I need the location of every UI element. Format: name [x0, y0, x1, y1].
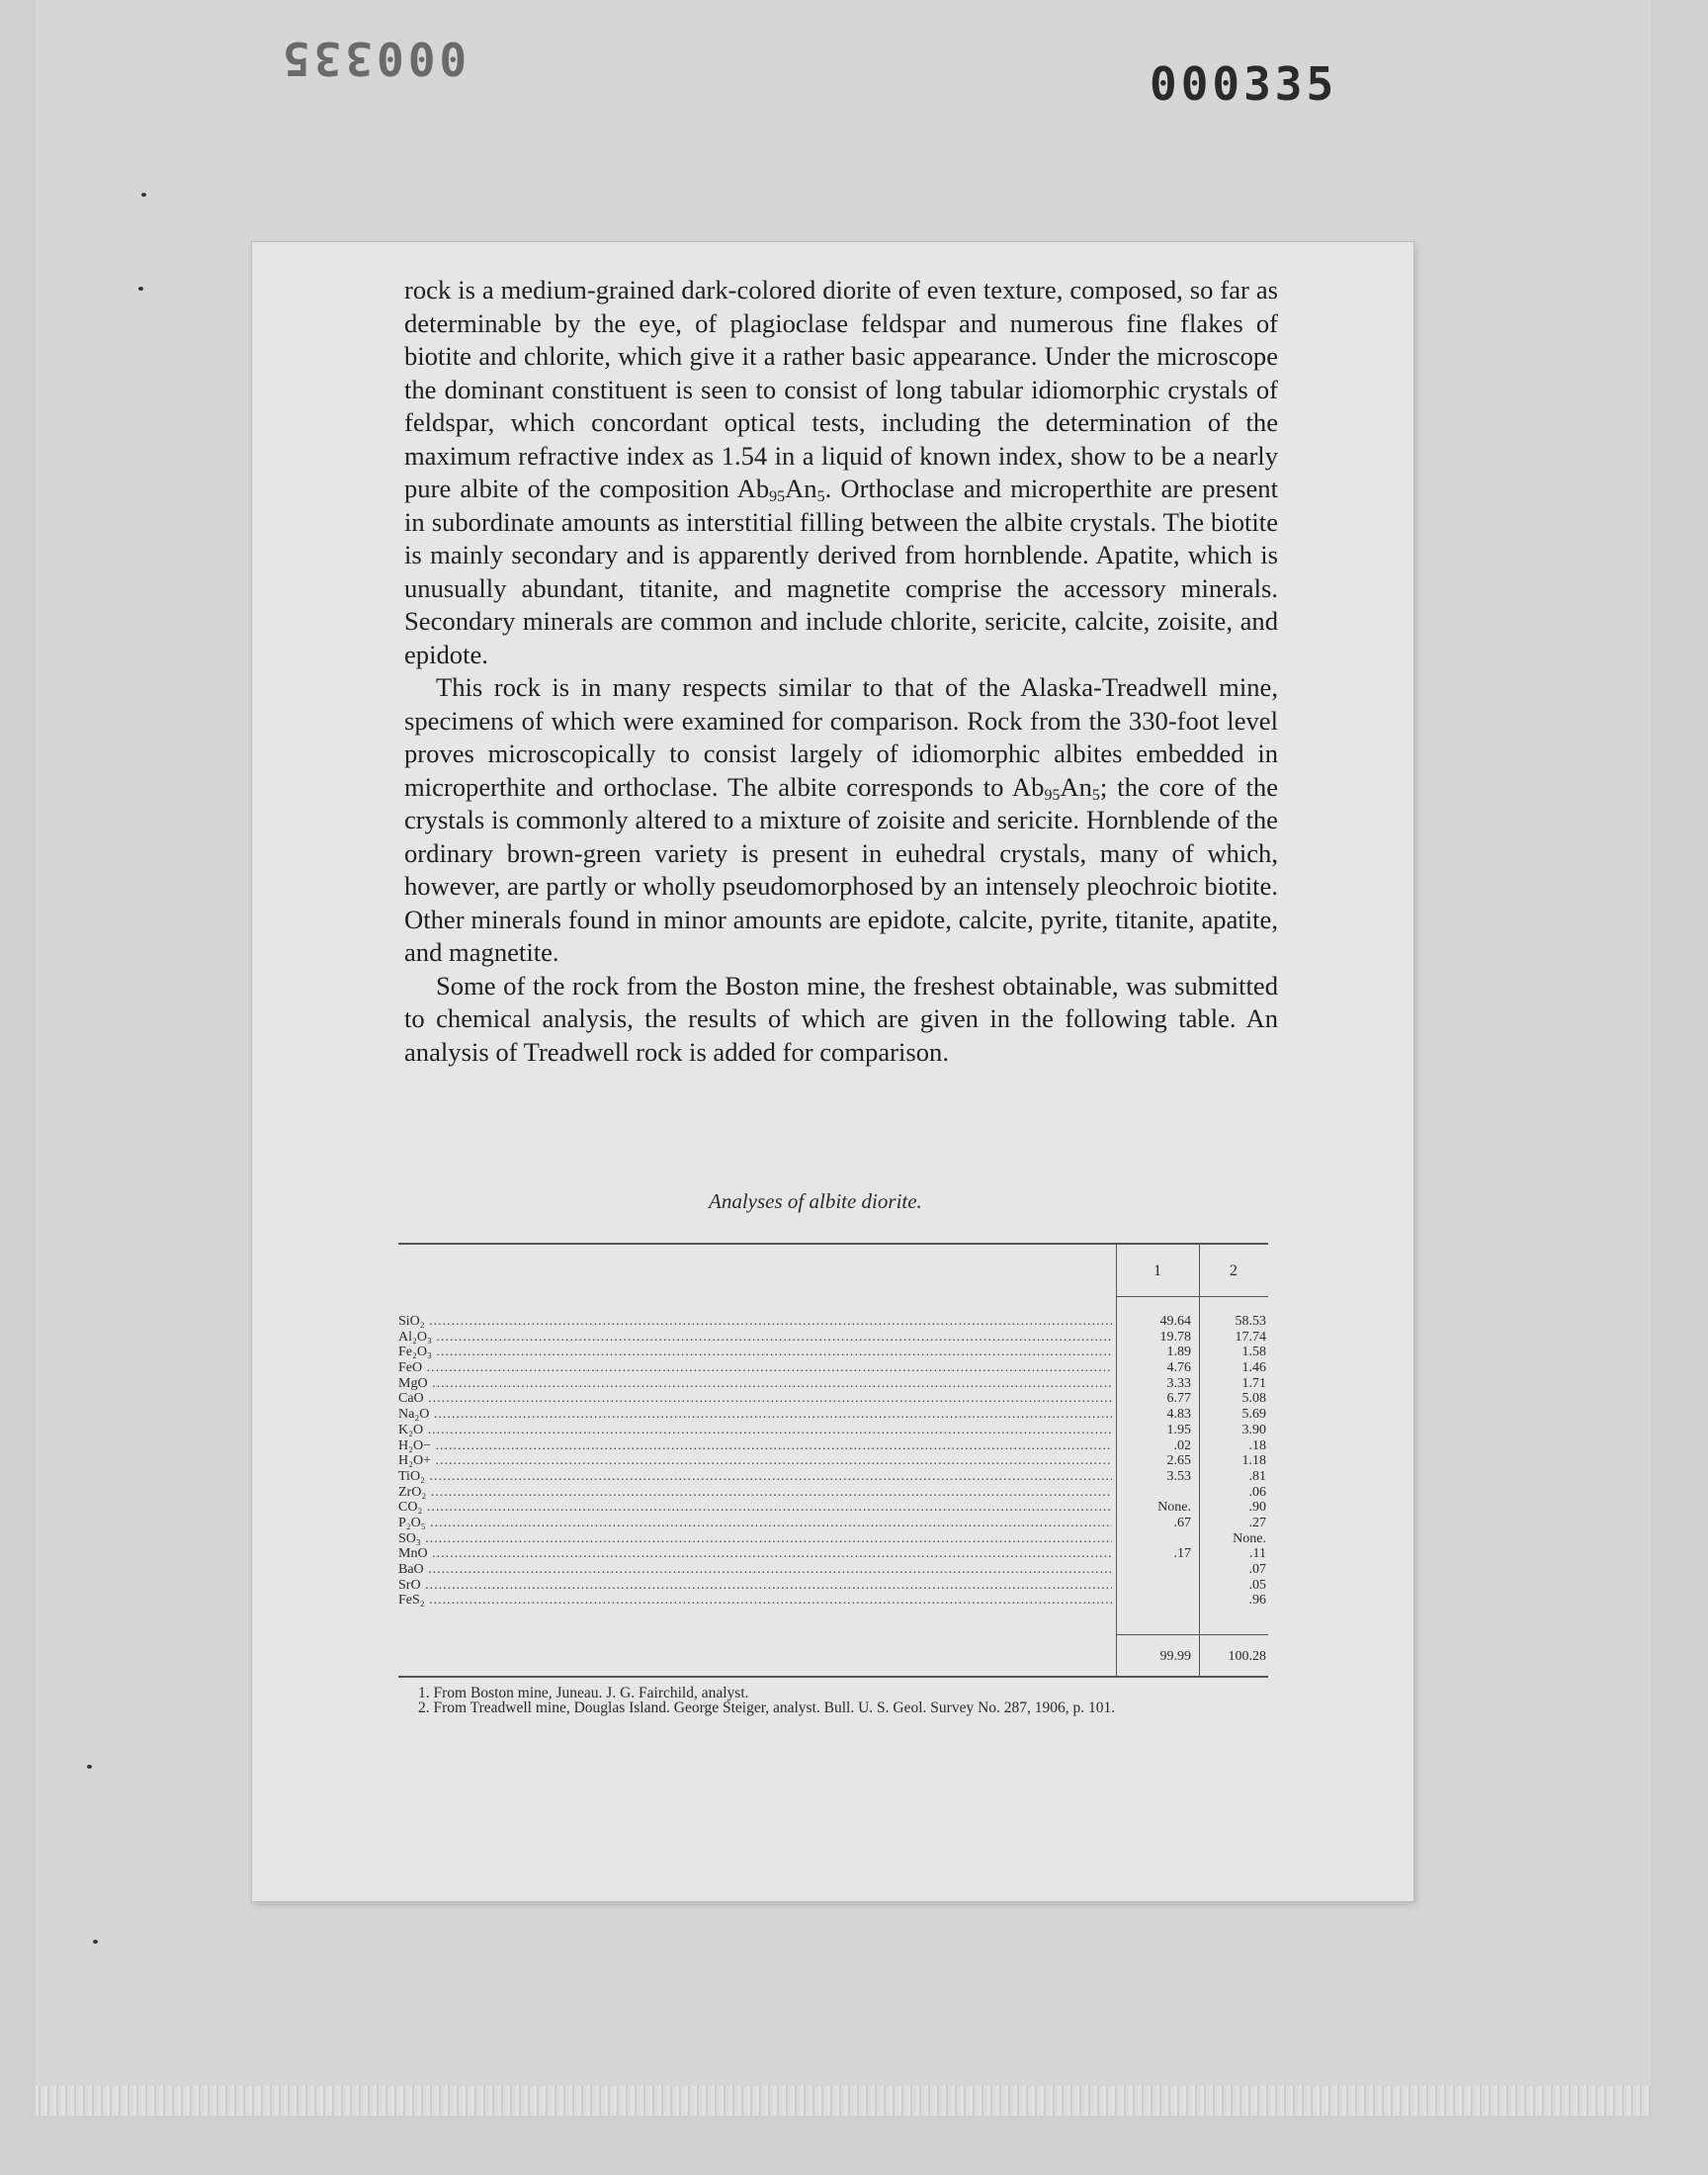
oxide-label: K₂O .....: [398, 1423, 1112, 1438]
table-row: [398, 1314, 1268, 1330]
table-row: [398, 1485, 1268, 1501]
table-row: [398, 1531, 1268, 1547]
table-row: [398, 1330, 1268, 1346]
value-column-1: 4.76: [1166, 1360, 1191, 1376]
oxide-label: FeS₂ .....: [398, 1593, 1112, 1609]
footnote-1: 1. From Boston mine, Juneau. J. G. Fairchild, analyst.: [418, 1685, 749, 1701]
value-column-2: 58.53: [1235, 1314, 1266, 1329]
column-header-1: 1: [1153, 1262, 1161, 1279]
oxide-label: ZrO₂ .....: [398, 1485, 1112, 1501]
paragraph-2: This rock is in many respects similar to that of the Alaska-Treadwell mine, specimens of which were examined for comparison. Rock from the 330-foot level proves microscopically to consist largely of idiomorphic albites embedded in microperthite and orthoclase. The albite corresponds to $Ab_{95}An_5$; the core of the crystals is commonly altered to a mixture of zoisite and sericite. Hornblende of the ordinary brown-green variety is present in euhedral crystals, many of which, however, are partly or wholly pseudomorphosed by an intensely pleochroic biotite. Other minerals found in minor amounts are epidote, calcite, pyrite, titanite, apatite, and magnetite.: [404, 672, 1278, 967]
oxide-label: SrO .....: [398, 1578, 1112, 1594]
page-stamp-inverted: 000335: [279, 32, 468, 85]
oxide-label: Al₂O₃ .....: [398, 1330, 1112, 1346]
paragraph-1: rock is a medium-grained dark-colored diorite of even texture, composed, so far as determinable by the eye, of plagioclase feldspar and numerous fine flakes of biotite and chlorite, which give it a rather basic appearance. Under the microscope the dominant constituent is seen to consist of long tabular idiomorphic crystals of feldspar, which concordant optical tests, including the determination of the maximum refractive index as 1.54 in a liquid of known index, show to be a nearly pure albite of the composition $Ab_{95}An_5$. Orthoclase and microperthite are present in subordinate amounts as interstitial filling between the albite crystals. The biotite is mainly secondary and is apparently derived from hornblende. Apatite, which is unusually abundant, titanite, and magnetite comprise the accessory minerals. Secondary minerals are common and include chlorite, sericite, calcite, zoisite, and epidote.: [404, 275, 1278, 669]
value-column-2: .07: [1248, 1562, 1266, 1577]
table-row: [398, 1546, 1268, 1562]
value-column-1: 19.78: [1159, 1329, 1191, 1345]
value-column-1: 3.53: [1166, 1468, 1191, 1484]
page-number-stamp: 000335: [1150, 57, 1338, 111]
table-row: [398, 1469, 1268, 1485]
analyses-table: [398, 1243, 1268, 1680]
oxide-label: Fe₂O₃ .....: [398, 1345, 1112, 1360]
sum-rule: [1116, 1634, 1268, 1635]
total-column-2: 100.28: [1228, 1649, 1266, 1664]
value-column-1: None.: [1157, 1500, 1191, 1516]
value-column-2: .11: [1249, 1546, 1266, 1562]
value-column-1: .17: [1173, 1546, 1191, 1562]
value-column-1: 3.33: [1166, 1375, 1191, 1391]
table-top-rule: [398, 1243, 1268, 1245]
table-bottom-rule: [398, 1676, 1268, 1678]
table-row: [398, 1345, 1268, 1360]
value-column-2: 1.46: [1241, 1360, 1266, 1376]
value-column-2: 3.90: [1241, 1422, 1266, 1437]
body-text: [404, 274, 1278, 1069]
value-column-2: 1.58: [1241, 1345, 1266, 1360]
value-column-1: 6.77: [1166, 1391, 1191, 1407]
value-column-2: .06: [1248, 1484, 1266, 1500]
value-column-2: .90: [1248, 1500, 1266, 1516]
value-column-1: 1.89: [1166, 1345, 1191, 1360]
value-column-2: 5.08: [1241, 1391, 1266, 1407]
table-row: [398, 1500, 1268, 1516]
oxide-label: H₂O− .....: [398, 1438, 1112, 1454]
table-row: [398, 1360, 1268, 1376]
value-column-2: .27: [1248, 1515, 1266, 1530]
oxide-label: CO₂ .....: [398, 1500, 1112, 1516]
table-title: Analyses of albite diorite.: [709, 1189, 922, 1213]
oxide-label: TiO₂ .....: [398, 1469, 1112, 1485]
header-rule: [1116, 1296, 1268, 1297]
value-column-1: 2.65: [1166, 1453, 1191, 1469]
table-rows: [398, 1314, 1268, 1609]
value-column-1: .02: [1173, 1437, 1191, 1453]
oxide-label: MgO .....: [398, 1376, 1112, 1392]
oxide-label: Na₂O .....: [398, 1407, 1112, 1423]
value-column-2: .18: [1248, 1437, 1266, 1453]
value-column-2: 1.71: [1241, 1375, 1266, 1391]
value-column-2: .96: [1248, 1593, 1266, 1609]
paragraph-3: Some of the rock from the Boston mine, the freshest obtainable, was submitted to chemical analysis, the results of which are given in the following table. An analysis of Treadwell rock is added for comparison.: [404, 970, 1278, 1067]
table-row: [398, 1516, 1268, 1531]
oxide-label: SiO₂ .....: [398, 1314, 1112, 1330]
column-header-2: 2: [1230, 1262, 1238, 1279]
scan-speck: [138, 287, 143, 291]
document-page: [252, 242, 1413, 1901]
scan-speck: [141, 193, 146, 197]
total-column-1: 99.99: [1159, 1649, 1191, 1664]
value-column-1: 4.83: [1166, 1407, 1191, 1423]
value-column-1: 49.64: [1159, 1314, 1191, 1329]
value-column-2: .81: [1248, 1468, 1266, 1484]
table-row: [398, 1438, 1268, 1454]
footnote-2: 2. From Treadwell mine, Douglas Island. George Steiger, analyst. Bull. U. S. Geol. Survey No. 287, 1906, p. 101.: [418, 1699, 1116, 1716]
value-column-1: 1.95: [1166, 1422, 1191, 1437]
table-row: [398, 1376, 1268, 1392]
value-column-2: .05: [1248, 1577, 1266, 1593]
table-row: [398, 1423, 1268, 1438]
oxide-label: H₂O+ .....: [398, 1453, 1112, 1469]
oxide-label: MnO .....: [398, 1546, 1112, 1562]
value-column-2: 1.18: [1241, 1453, 1266, 1469]
oxide-label: BaO .....: [398, 1562, 1112, 1578]
scan-edge-artifact: [36, 2086, 1651, 2116]
table-row: [398, 1407, 1268, 1423]
table-row: [398, 1593, 1268, 1609]
table-row: [398, 1578, 1268, 1594]
value-column-2: 5.69: [1241, 1407, 1266, 1423]
value-column-2: 17.74: [1235, 1329, 1266, 1345]
oxide-label: CaO .....: [398, 1391, 1112, 1407]
value-column-1: .67: [1173, 1515, 1191, 1530]
value-column-2: None.: [1233, 1530, 1266, 1546]
table-row: [398, 1562, 1268, 1578]
scan-speck: [93, 1940, 98, 1944]
oxide-label: FeO .....: [398, 1360, 1112, 1376]
table-footnotes: [398, 1686, 1272, 1715]
oxide-label: SO₃ .....: [398, 1531, 1112, 1547]
scan-speck: [87, 1765, 92, 1769]
table-row: [398, 1391, 1268, 1407]
oxide-label: P₂O₅ .....: [398, 1516, 1112, 1531]
table-row: [398, 1453, 1268, 1469]
